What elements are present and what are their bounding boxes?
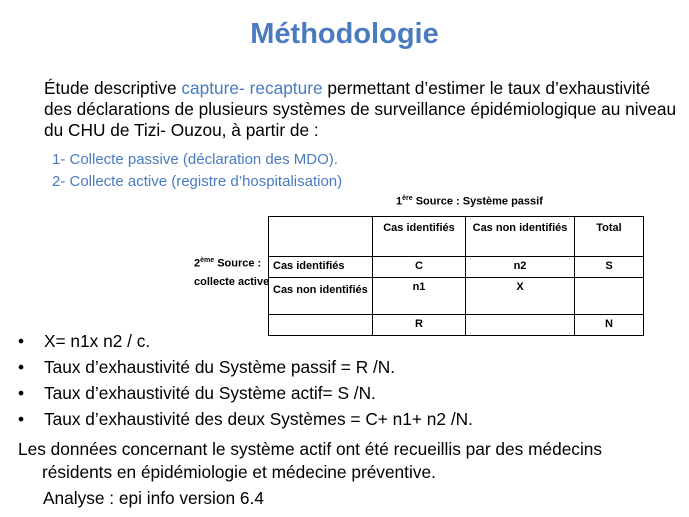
- table-cell: C: [373, 257, 466, 278]
- method-item-active: 2- Collecte active (registre d’hospitalisation): [52, 173, 343, 190]
- table-cell: [575, 278, 644, 315]
- table-cell: X: [466, 278, 575, 315]
- intro-highlight: capture- recapture: [181, 78, 323, 98]
- intro-text-end: permettant d’estimer le taux d’exhaustivité des déclarations de plusieurs systèmes de surveillance épidémiologique au niveau du CHU de Tizi- Ouzou, à partir de :: [44, 78, 677, 140]
- list-item-text: Taux d’exhaustivité des deux Systèmes = C+ n1+ n2 /N.: [44, 409, 473, 429]
- bullet-icon: •: [18, 331, 25, 351]
- table-cell: n2: [466, 257, 575, 278]
- slide-title: Méthodologie: [250, 18, 439, 50]
- table-header-cell: Cas non identifiés: [466, 217, 575, 257]
- source2-label: 2ème Source : collecte active: [194, 257, 270, 288]
- note-line-2: résidents en épidémiologie et médecine préventive.: [42, 462, 436, 482]
- table-cell: [466, 315, 575, 336]
- table-cell: R: [373, 315, 466, 336]
- note-line-1: Les données concernant le système actif ont été recueillis par des médecins: [18, 439, 603, 459]
- intro-paragraph: [44, 78, 680, 141]
- method-item-passive: 1- Collecte passive (déclaration des MDO).: [52, 151, 338, 168]
- bullet-icon: •: [18, 357, 25, 377]
- intro-text-start: Étude descriptive: [44, 78, 182, 98]
- bullet-icon: •: [18, 383, 25, 403]
- list-item: [18, 356, 473, 382]
- formula-list: [18, 330, 473, 434]
- source1-label: 1ère Source : Système passif: [396, 195, 543, 208]
- list-item-text: X= n1x n2 / c.: [44, 331, 151, 351]
- table-cell: S: [575, 257, 644, 278]
- table-corner-cell: [269, 217, 373, 257]
- contingency-table: [268, 216, 644, 336]
- data-collection-note: [18, 438, 686, 484]
- table-row: [269, 278, 644, 315]
- table-row-label: Cas non identifiés: [269, 278, 373, 315]
- list-item: [18, 330, 473, 356]
- table-header-cell: Cas identifiés: [373, 217, 466, 257]
- table-cell: n1: [373, 278, 466, 315]
- table-row-label: Cas identifiés: [269, 257, 373, 278]
- list-item: [18, 408, 473, 434]
- analysis-software-note: Analyse : epi info version 6.4: [43, 488, 264, 508]
- list-item: [18, 382, 473, 408]
- bullet-icon: •: [18, 409, 25, 429]
- list-item-text: Taux d’exhaustivité du Système passif = R /N.: [44, 357, 396, 377]
- table-cell: N: [575, 315, 644, 336]
- list-item-text: Taux d’exhaustivité du Système actif= S /N.: [44, 383, 376, 403]
- table-row: [269, 257, 644, 278]
- table-header-row: [269, 217, 644, 257]
- table-header-cell: Total: [575, 217, 644, 257]
